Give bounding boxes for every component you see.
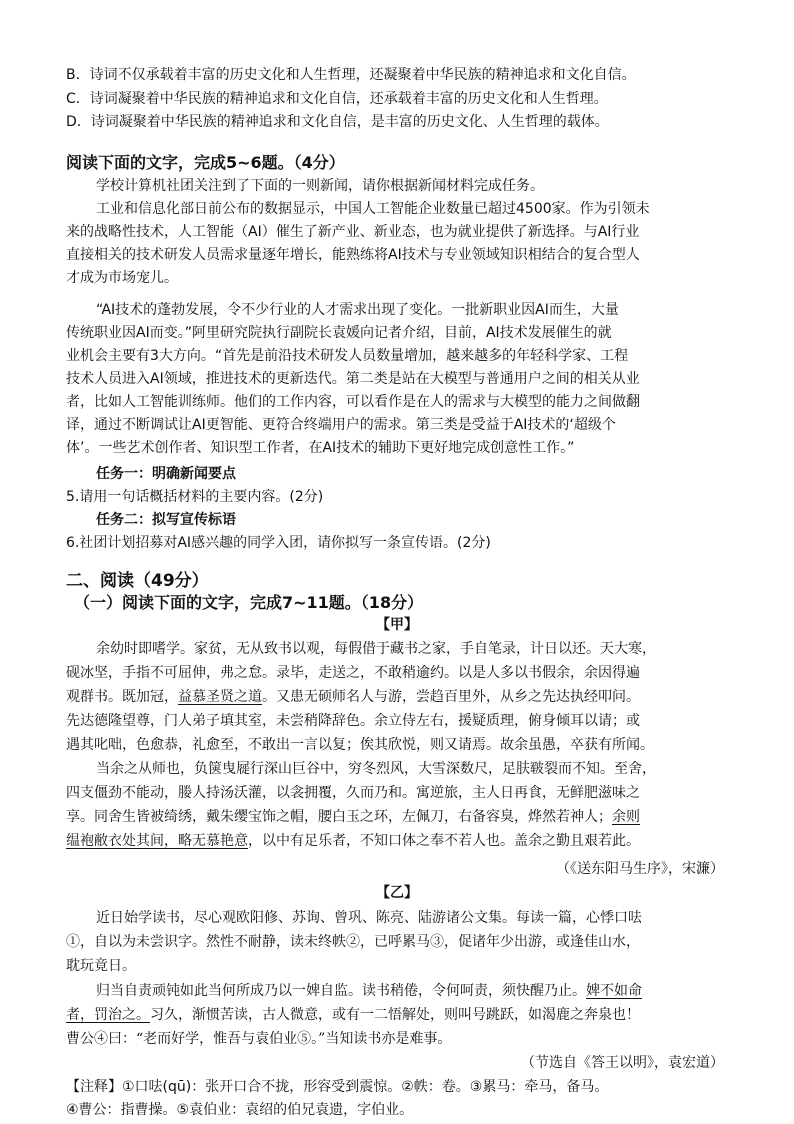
section-title: 阅读下面的文字，完成5~6题。（4分） xyxy=(66,153,345,172)
underlined-phrase: 益慕圣贤之道 xyxy=(178,689,262,705)
subsection-title: （一）阅读下面的文字，完成7~11题。（18分） xyxy=(74,593,424,612)
passage-line: 学校计算机社团关注到了下面的一则新闻，请你根据新闻材料完成任务。 xyxy=(96,178,544,194)
yi-line: 者，罚治之。习久，渐惯苦读，古人微意，或有一二悟解处，则叫号跳跃，如渴鹿之奔泉也！ xyxy=(66,1007,640,1023)
jia-line: 四支僵劲不能动，媵人持汤沃灌，以衾拥覆，久而乃和。寓逆旅，主人日再食，无鲜肥滋味之 xyxy=(66,785,640,801)
passage-line: 才成为市场宠儿。 xyxy=(66,270,178,286)
question-6: 6.社团计划招募对AI感兴趣的同学入团，请你拟写一条宣传语。(2分) xyxy=(66,535,491,551)
underlined-phrase: 缊袍敝衣处其间，略无慕艳意 xyxy=(66,833,248,849)
task-two-label: 任务二：拟写宣传标语 xyxy=(96,512,236,528)
passage-line: 译，通过不断调试让AI更智能、更符合终端用户的需求。第三类是受益于AI技术的‘超级个 xyxy=(66,417,616,433)
notes-line: 【注释】①口呿(qū)：张开口合不拢，形容受到震惊。②帙：卷。③累马：牵马，备马。 xyxy=(66,1079,609,1095)
jia-line: 遇其叱咄，色愈恭，礼愈至，不敢出一言以复；俟其欣悦，则又请焉。故余虽愚，卒获有所闻。 xyxy=(66,737,654,753)
option-b: B．诗词不仅承载着丰富的历史文化和人生哲理，还凝聚着中华民族的精神追求和文化自信。 xyxy=(66,67,636,83)
question-5: 5.请用一句话概括材料的主要内容。(2分) xyxy=(66,489,324,505)
underlined-phrase: 余则 xyxy=(612,809,640,825)
jia-line: 砚冰坚，手指不可屈伸，弗之怠。录毕，走送之，不敢稍逾约。以是人多以书假余，余因得遍 xyxy=(66,665,640,681)
passage-line: 者，比如人工智能训练师。他们的工作内容，可以看作是在人的需求与大模型的能力之间做翻 xyxy=(66,394,640,410)
part-two-title: 二、阅读（49分） xyxy=(66,571,209,591)
jia-line: 余幼时即嗜学。家贫，无从致书以观，每假借于藏书之家，手自笔录，计日以还。天大寒， xyxy=(96,641,656,657)
yi-line: 耽玩竟日。 xyxy=(66,958,136,974)
jia-line: 缊袍敝衣处其间，略无慕艳意，以中有足乐者，不知口体之奉不若人也。盖余之勤且艰若此。 xyxy=(66,833,640,849)
passage-line: 传统职业因AI而变。”阿里研究院执行副院长袁媛向记者介绍，目前，AI技术发展催生的就 xyxy=(66,325,612,341)
jia-line: 享。同舍生皆被绮绣，戴朱缨宝饰之帽，腰白玉之环，左佩刀，右备容臭，烨然若神人；余则 xyxy=(66,809,640,825)
passage-line: 工业和信息化部日前公布的数据显示，中国人工智能企业数量已超过4500家。作为引领未 xyxy=(96,201,650,217)
jia-label: 【甲】 xyxy=(376,617,418,633)
passage-line: 体’。一些艺术创作者、知识型工作者，在AI技术的辅助下更好地完成创意性工作。” xyxy=(66,440,575,456)
task-one-label: 任务一：明确新闻要点 xyxy=(96,466,236,482)
yi-line: 近日始学读书，尽心观欧阳修、苏询、曾巩、陈亮、陆游诸公文集。每读一篇，心悸口呿 xyxy=(96,910,642,926)
passage-line: 技术人员进入AI领域，推进技术的更新迭代。第二类是站在大模型与普通用户之间的相关从业 xyxy=(66,371,640,387)
yi-line: 归当自责顽钝如此当何所成乃以一婢自监。读书稍倦，令何呵责，须快醒乃止。婢不如命 xyxy=(96,983,642,999)
jia-line: 观群书。既加冠，益慕圣贤之道。又患无硕师名人与游，尝趋百里外，从乡之先达执经叩问。 xyxy=(66,689,640,705)
passage-line: 直接相关的技术研发人员需求量逐年增长，能熟练将AI技术与专业领域知识相结合的复合型人 xyxy=(66,247,640,263)
jia-line: 当余之从师也，负箧曳屣行深山巨谷中，穷冬烈风，大雪深数尺，足肤皲裂而不知。至舍， xyxy=(96,761,656,777)
notes-line: ④曹公：指曹操。⑤袁伯业：袁绍的伯兄袁遗，字伯业。 xyxy=(66,1102,414,1118)
underlined-phrase: 婢不如命 xyxy=(586,983,642,999)
yi-line: ①，自以为未尝识字。然性不耐静，读未终帙②，已呼累马③，促诸年少出游，或逢佳山水， xyxy=(66,934,640,950)
passage-line: “AI技术的蓬勃发展，令不少行业的人才需求出现了变化。一批新职业因AI而生，大量 xyxy=(96,302,619,318)
underlined-phrase: 者，罚治之。 xyxy=(66,1007,150,1023)
passage-line: 业机会主要有3大方向。“首先是前沿技术研发人员数量增加，越来越多的年轻科学家、工程 xyxy=(66,348,629,364)
passage-line: 来的战略性技术，人工智能（AI）催生了新产业、新业态，也为就业提供了新选择。与AI行业 xyxy=(66,224,640,240)
yi-label: 【乙】 xyxy=(376,885,418,901)
jia-source: （《送东阳马生序》，宋濂） xyxy=(556,861,724,877)
option-d: D．诗词凝聚着中华民族的精神追求和文化自信，是丰富的历史文化、人生哲理的载体。 xyxy=(66,114,609,130)
option-c: C．诗词凝聚着中华民族的精神追求和文化自信，还承载着丰富的历史文化和人生哲理。 xyxy=(66,91,608,107)
yi-source: （节选自《答王以明》，袁宏道） xyxy=(521,1055,724,1071)
yi-line: 曹公④曰：“老而好学，惟吾与袁伯业⑤。”当知读书亦是难事。 xyxy=(66,1031,452,1047)
jia-line: 先达德隆望尊，门人弟子填其室，未尝稍降辞色。余立侍左右，援疑质理，俯身倾耳以请；或 xyxy=(66,713,640,729)
